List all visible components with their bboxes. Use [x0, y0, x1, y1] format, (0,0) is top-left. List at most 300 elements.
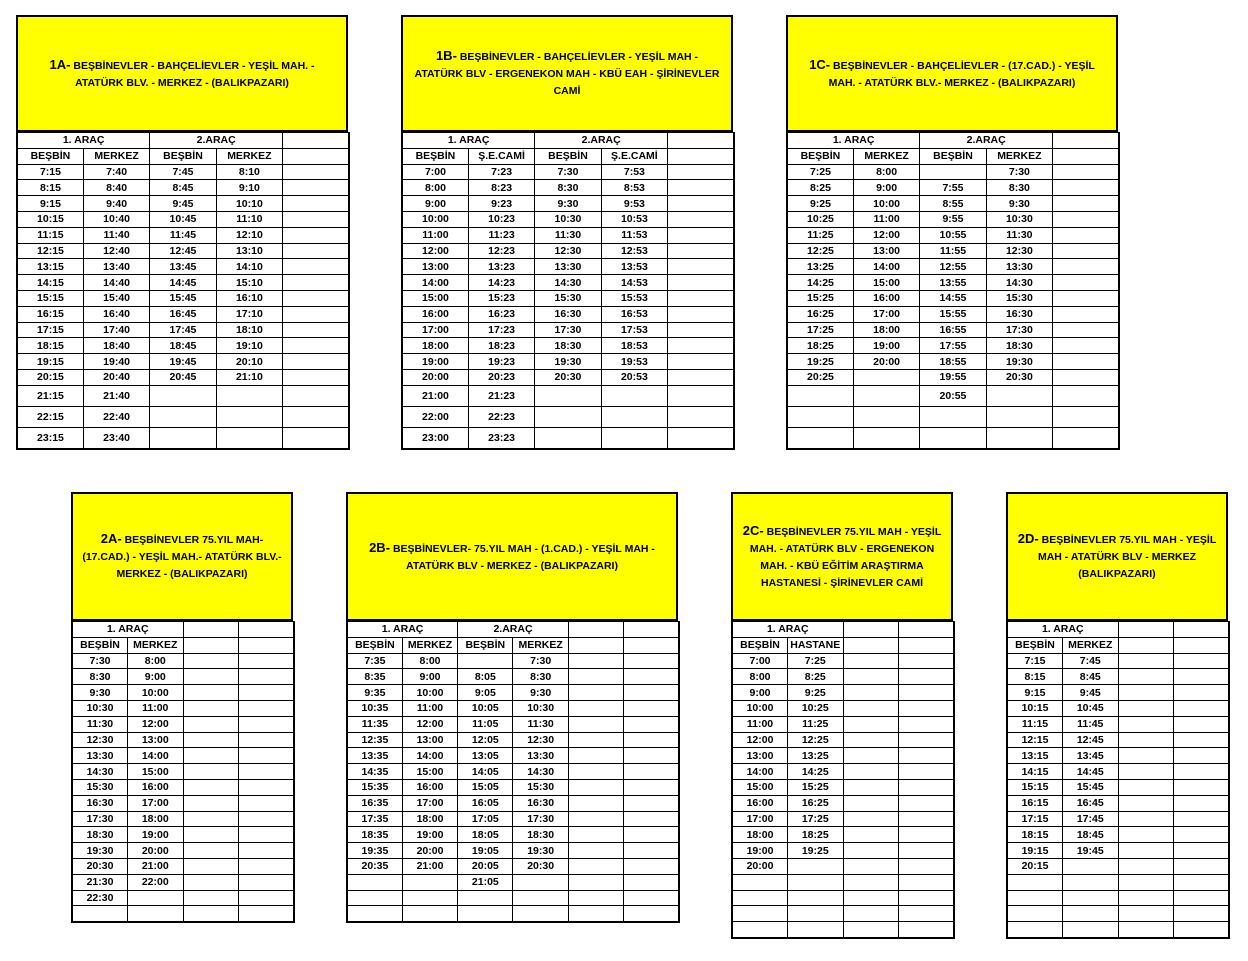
time-cell	[788, 890, 844, 906]
vehicle-label: 2.ARAÇ	[458, 622, 569, 638]
column-header: MERKEZ	[216, 148, 282, 164]
time-cell: 13:45	[150, 259, 216, 275]
time-cell: 10:00	[732, 700, 788, 716]
vehicle-header-row	[72, 622, 294, 638]
time-cell: 9:10	[216, 180, 282, 196]
empty-cell	[1053, 164, 1119, 180]
time-cell: 19:23	[468, 354, 534, 370]
table-row	[347, 685, 679, 701]
empty-cell	[668, 196, 734, 212]
time-cell: 14:00	[402, 275, 468, 291]
time-cell: 17:30	[513, 811, 568, 827]
table-row	[787, 354, 1119, 370]
time-cell	[1063, 906, 1119, 922]
table-row	[1007, 732, 1229, 748]
time-cell: 17:00	[402, 322, 468, 338]
time-cell: 14:23	[468, 275, 534, 291]
time-cell	[183, 811, 239, 827]
time-cell: 19:00	[402, 354, 468, 370]
time-cell: 13:25	[787, 259, 853, 275]
table-row	[17, 259, 349, 275]
time-cell: 19:00	[128, 827, 184, 843]
time-cell: 14:05	[458, 764, 513, 780]
time-cell	[1063, 874, 1119, 890]
table-row	[732, 685, 954, 701]
time-cell	[1174, 779, 1230, 795]
route-header	[1006, 492, 1228, 621]
time-cell: 10:45	[150, 211, 216, 227]
time-cell: 13:35	[347, 748, 402, 764]
time-cell: 18:30	[535, 338, 601, 354]
time-cell: 18:45	[150, 338, 216, 354]
time-cell: 20:30	[513, 858, 568, 874]
time-cell: 14:15	[1007, 764, 1063, 780]
empty-cell	[568, 716, 623, 732]
empty-cell	[1053, 306, 1119, 322]
table-row	[347, 748, 679, 764]
time-cell	[899, 811, 955, 827]
time-cell: 18:00	[402, 338, 468, 354]
empty-cell	[283, 306, 349, 322]
time-cell: 20:00	[853, 354, 919, 370]
empty-cell	[624, 890, 679, 906]
time-cell: 8:00	[128, 653, 184, 669]
time-cell	[1007, 906, 1063, 922]
empty-cell	[668, 133, 734, 149]
time-cell: 13:30	[986, 259, 1052, 275]
time-cell	[239, 685, 295, 701]
time-cell	[843, 922, 899, 938]
time-cell	[183, 653, 239, 669]
empty-cell	[568, 874, 623, 890]
time-cell: 11:55	[920, 243, 986, 259]
table-row	[787, 196, 1119, 212]
time-cell: 19:45	[1063, 843, 1119, 859]
table-row	[402, 259, 734, 275]
table-row	[402, 164, 734, 180]
time-cell: 14:25	[788, 764, 844, 780]
time-cell: 18:53	[601, 338, 667, 354]
time-cell: 16:00	[402, 306, 468, 322]
time-cell: 16:40	[83, 306, 149, 322]
empty-cell	[668, 227, 734, 243]
time-cell: 17:53	[601, 322, 667, 338]
route-header	[16, 15, 348, 132]
time-cell	[458, 653, 513, 669]
time-cell: 13:45	[1063, 748, 1119, 764]
time-cell	[183, 795, 239, 811]
time-cell: 13:30	[513, 748, 568, 764]
empty-cell	[283, 259, 349, 275]
empty-cell	[283, 427, 349, 449]
time-cell: 9:25	[788, 685, 844, 701]
table-row	[732, 764, 954, 780]
time-cell: 12:00	[732, 732, 788, 748]
time-cell: 20:15	[17, 369, 83, 385]
empty-cell	[668, 338, 734, 354]
time-cell	[347, 874, 402, 890]
empty-cell	[1053, 211, 1119, 227]
time-cell: 13:30	[535, 259, 601, 275]
time-cell: 18:15	[1007, 827, 1063, 843]
time-cell: 8:30	[535, 180, 601, 196]
time-cell: 19:30	[535, 354, 601, 370]
vehicle-header-row	[402, 133, 734, 149]
time-cell: 17:10	[216, 306, 282, 322]
time-cell	[732, 906, 788, 922]
time-cell	[899, 700, 955, 716]
time-cell: 20:30	[535, 369, 601, 385]
route-description: BEŞBİNEVLER 75.YIL MAH- (17.CAD.) - YEŞİL MAH.- ATATÜRK BLV.-MERKEZ - (BALIKPAZARI)	[82, 534, 282, 580]
vehicle-label: 1. ARAÇ	[787, 133, 920, 149]
time-cell: 10:00	[402, 211, 468, 227]
column-header-row	[402, 148, 734, 164]
time-cell: 10:30	[72, 700, 128, 716]
time-cell: 16:30	[986, 306, 1052, 322]
time-cell: 9:30	[535, 196, 601, 212]
time-cell: 19:25	[788, 843, 844, 859]
time-cell	[458, 890, 513, 906]
time-cell: 10:30	[986, 211, 1052, 227]
table-row	[787, 211, 1119, 227]
time-cell	[843, 874, 899, 890]
table-row	[1007, 858, 1229, 874]
time-cell: 19:00	[732, 843, 788, 859]
time-cell: 19:30	[72, 843, 128, 859]
route-code: 1A-	[49, 56, 71, 72]
time-cell: 18:00	[128, 811, 184, 827]
empty-cell	[668, 259, 734, 275]
time-cell: 17:30	[986, 322, 1052, 338]
empty-cell	[283, 385, 349, 406]
time-cell: 23:15	[17, 427, 83, 449]
time-cell: 21:10	[216, 369, 282, 385]
time-cell: 15:00	[732, 779, 788, 795]
time-cell	[853, 406, 919, 427]
time-cell: 11:05	[458, 716, 513, 732]
time-cell: 11:00	[732, 716, 788, 732]
column-header: BEŞBİN	[150, 148, 216, 164]
time-cell	[1174, 685, 1230, 701]
empty-cell	[624, 795, 679, 811]
time-cell: 7:35	[347, 653, 402, 669]
empty-cell	[624, 653, 679, 669]
time-cell: 19:05	[458, 843, 513, 859]
time-cell	[899, 843, 955, 859]
time-cell: 9:30	[513, 685, 568, 701]
time-cell: 22:00	[402, 406, 468, 427]
table-row	[347, 843, 679, 859]
time-cell: 19:00	[853, 338, 919, 354]
time-cell: 18:30	[986, 338, 1052, 354]
time-cell: 18:05	[458, 827, 513, 843]
time-cell	[1118, 779, 1174, 795]
time-cell: 7:45	[150, 164, 216, 180]
time-cell	[1174, 764, 1230, 780]
time-cell: 10:05	[458, 700, 513, 716]
column-header: BEŞBİN	[920, 148, 986, 164]
time-cell: 13:15	[17, 259, 83, 275]
time-cell	[535, 385, 601, 406]
empty-cell	[1053, 354, 1119, 370]
time-cell: 11:15	[17, 227, 83, 243]
table-row	[1007, 700, 1229, 716]
time-cell: 14:30	[986, 275, 1052, 291]
empty-cell	[668, 427, 734, 449]
empty-cell	[624, 906, 679, 922]
time-cell: 17:00	[853, 306, 919, 322]
table-row	[787, 338, 1119, 354]
column-header: MERKEZ	[853, 148, 919, 164]
time-cell: 15:15	[1007, 779, 1063, 795]
table-row	[347, 890, 679, 906]
time-cell: 8:00	[402, 180, 468, 196]
column-header: MERKEZ	[83, 148, 149, 164]
time-cell	[843, 748, 899, 764]
time-cell: 20:00	[732, 858, 788, 874]
time-cell: 19:55	[920, 369, 986, 385]
time-cell	[788, 858, 844, 874]
time-cell	[1063, 922, 1119, 938]
time-cell: 19:53	[601, 354, 667, 370]
timetable	[1006, 621, 1230, 939]
empty-cell	[668, 385, 734, 406]
empty-cell	[568, 858, 623, 874]
table-row	[1007, 906, 1229, 922]
column-header: HASTANE	[788, 637, 844, 653]
column-header-row	[72, 637, 294, 653]
empty-cell	[668, 275, 734, 291]
time-cell: 11:45	[150, 227, 216, 243]
table-row	[1007, 811, 1229, 827]
route-header	[401, 15, 733, 132]
time-cell: 9:40	[83, 196, 149, 212]
time-cell	[843, 811, 899, 827]
time-cell: 8:40	[83, 180, 149, 196]
column-header: BEŞBİN	[72, 637, 128, 653]
table-row	[347, 906, 679, 922]
timetable	[16, 132, 350, 450]
time-cell: 21:00	[128, 858, 184, 874]
empty-cell	[668, 148, 734, 164]
route-header	[346, 492, 678, 621]
time-cell: 21:00	[402, 385, 468, 406]
empty-cell	[843, 622, 899, 638]
time-cell	[899, 922, 955, 938]
time-cell: 8:00	[402, 653, 457, 669]
time-cell	[1063, 858, 1119, 874]
route-description: BEŞBİNEVLER 75.YIL MAH - YEŞİL MAH - ATATÜRK BLV - MERKEZ (BALIKPAZARI)	[1037, 534, 1217, 580]
time-cell: 11:30	[513, 716, 568, 732]
time-cell	[843, 764, 899, 780]
vehicle-header-row	[732, 622, 954, 638]
time-cell: 7:30	[535, 164, 601, 180]
time-cell: 7:40	[83, 164, 149, 180]
time-cell	[458, 906, 513, 922]
time-cell: 11:25	[787, 227, 853, 243]
table-row	[402, 243, 734, 259]
column-header: BEŞBİN	[402, 148, 468, 164]
time-cell: 15:53	[601, 290, 667, 306]
time-cell	[183, 779, 239, 795]
time-cell	[1174, 922, 1230, 938]
empty-cell	[1053, 275, 1119, 291]
time-cell: 16:00	[732, 795, 788, 811]
column-header	[183, 637, 239, 653]
time-cell: 9:00	[732, 685, 788, 701]
time-cell: 15:25	[788, 779, 844, 795]
time-cell: 9:15	[17, 196, 83, 212]
column-header: MERKEZ	[513, 637, 568, 653]
table-row	[732, 795, 954, 811]
time-cell	[1118, 827, 1174, 843]
time-cell: 11:40	[83, 227, 149, 243]
time-cell	[183, 669, 239, 685]
empty-cell	[568, 811, 623, 827]
time-cell	[183, 732, 239, 748]
time-cell: 12:25	[787, 243, 853, 259]
time-cell	[899, 874, 955, 890]
time-cell	[239, 748, 295, 764]
time-cell: 13:23	[468, 259, 534, 275]
time-cell: 8:30	[986, 180, 1052, 196]
table-row	[72, 779, 294, 795]
time-cell	[183, 827, 239, 843]
time-cell: 17:40	[83, 322, 149, 338]
time-cell: 19:45	[150, 354, 216, 370]
time-cell	[1118, 843, 1174, 859]
time-cell	[853, 427, 919, 449]
time-cell	[1007, 874, 1063, 890]
time-cell: 15:10	[216, 275, 282, 291]
time-cell	[843, 906, 899, 922]
table-row	[72, 732, 294, 748]
empty-cell	[1053, 338, 1119, 354]
empty-cell	[1053, 180, 1119, 196]
column-header: BEŞBİN	[732, 637, 788, 653]
time-cell: 18:40	[83, 338, 149, 354]
time-cell	[1007, 890, 1063, 906]
empty-cell	[283, 211, 349, 227]
time-cell: 18:23	[468, 338, 534, 354]
time-cell: 14:30	[535, 275, 601, 291]
empty-cell	[568, 906, 623, 922]
time-cell	[1174, 827, 1230, 843]
time-cell	[128, 890, 184, 906]
table-row	[17, 322, 349, 338]
time-cell: 12:30	[535, 243, 601, 259]
route-code: 2D-	[1017, 531, 1039, 546]
empty-cell	[1053, 385, 1119, 406]
time-cell: 19:10	[216, 338, 282, 354]
time-cell: 9:53	[601, 196, 667, 212]
table-row	[787, 227, 1119, 243]
timetable	[71, 621, 295, 923]
time-cell: 14:45	[1063, 764, 1119, 780]
empty-cell	[239, 622, 295, 638]
time-cell	[1174, 843, 1230, 859]
time-cell: 11:30	[72, 716, 128, 732]
time-cell: 15:45	[1063, 779, 1119, 795]
time-cell	[1007, 922, 1063, 938]
time-cell: 13:55	[920, 275, 986, 291]
time-cell: 9:05	[458, 685, 513, 701]
time-cell: 16:30	[72, 795, 128, 811]
time-cell: 14:55	[920, 290, 986, 306]
time-cell: 21:05	[458, 874, 513, 890]
time-cell: 8:10	[216, 164, 282, 180]
time-cell: 9:30	[986, 196, 1052, 212]
time-cell: 18:30	[72, 827, 128, 843]
time-cell: 14:53	[601, 275, 667, 291]
time-cell	[1174, 890, 1230, 906]
time-cell: 18:00	[732, 827, 788, 843]
time-cell: 8:05	[458, 669, 513, 685]
time-cell	[732, 922, 788, 938]
time-cell	[239, 732, 295, 748]
column-header	[239, 637, 295, 653]
time-cell	[899, 779, 955, 795]
vehicle-header-row	[787, 133, 1119, 149]
time-cell: 13:05	[458, 748, 513, 764]
time-cell: 13:00	[853, 243, 919, 259]
time-cell	[1118, 716, 1174, 732]
time-cell: 17:00	[402, 795, 457, 811]
empty-cell	[568, 732, 623, 748]
table-row	[402, 196, 734, 212]
time-cell	[1118, 653, 1174, 669]
table-row	[732, 716, 954, 732]
time-cell: 12:00	[853, 227, 919, 243]
time-cell: 11:00	[402, 700, 457, 716]
table-row	[402, 369, 734, 385]
time-cell	[347, 890, 402, 906]
time-cell	[150, 385, 216, 406]
vehicle-label: 1. ARAÇ	[72, 622, 183, 638]
time-cell: 9:00	[853, 180, 919, 196]
table-row	[1007, 716, 1229, 732]
time-cell	[239, 716, 295, 732]
route-header	[71, 492, 293, 621]
time-cell: 8:35	[347, 669, 402, 685]
time-cell	[239, 890, 295, 906]
time-cell: 20:10	[216, 354, 282, 370]
time-cell: 13:53	[601, 259, 667, 275]
time-cell	[1118, 700, 1174, 716]
time-cell	[535, 406, 601, 427]
time-cell: 15:00	[402, 290, 468, 306]
time-cell	[513, 890, 568, 906]
empty-cell	[624, 685, 679, 701]
time-cell	[183, 906, 239, 922]
time-cell: 18:10	[216, 322, 282, 338]
time-cell: 21:15	[17, 385, 83, 406]
time-cell: 12:15	[17, 243, 83, 259]
empty-cell	[624, 716, 679, 732]
time-cell: 16:00	[402, 779, 457, 795]
time-cell: 18:15	[17, 338, 83, 354]
time-cell	[601, 406, 667, 427]
time-cell	[183, 890, 239, 906]
time-cell: 12:35	[347, 732, 402, 748]
empty-cell	[668, 164, 734, 180]
time-cell: 10:55	[920, 227, 986, 243]
time-cell	[239, 700, 295, 716]
time-cell: 7:15	[17, 164, 83, 180]
table-row	[402, 290, 734, 306]
time-cell	[1118, 811, 1174, 827]
time-cell: 18:25	[788, 827, 844, 843]
